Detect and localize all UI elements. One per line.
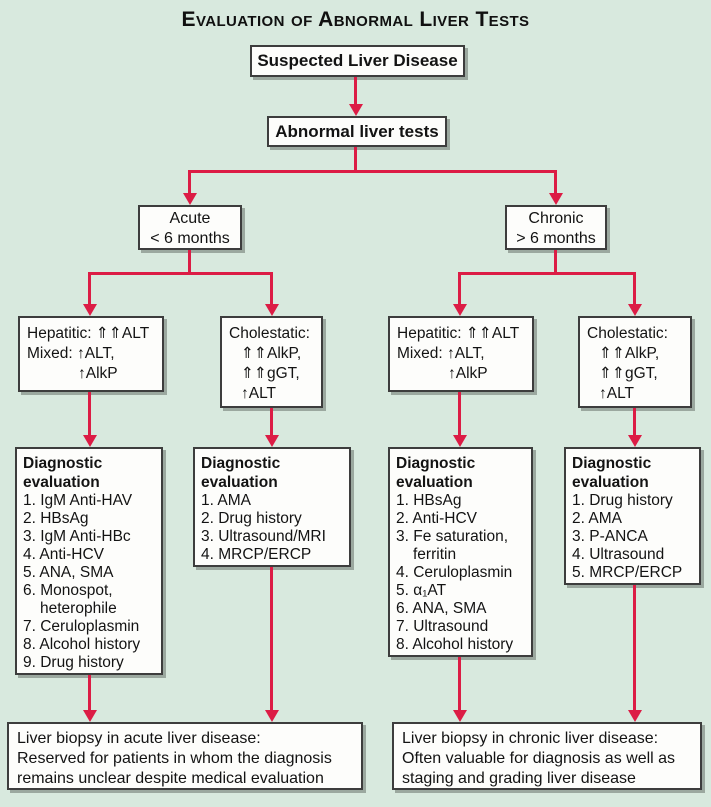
arrowhead-down-icon: [628, 710, 642, 722]
node-line: ↑AlkP: [448, 365, 488, 382]
node-line: Often valuable for diagnosis as well as: [402, 750, 676, 767]
flow-line: [633, 272, 636, 304]
flow-line: [88, 272, 273, 275]
flow-line: [354, 77, 357, 106]
diagnostic-item: 9. Drug history: [23, 654, 124, 671]
node-line: Liver biopsy in chronic liver disease:: [402, 730, 659, 747]
node-label: Suspected Liver Disease: [257, 51, 458, 70]
diagnostic-item: 4. Ceruloplasmin: [396, 564, 513, 581]
arrowhead-down-icon: [349, 104, 363, 116]
flow-line: [188, 250, 191, 274]
diagnostic-item: 3. Fe saturation, ferritin: [396, 528, 509, 563]
diagnostic-item: 3. IgM Anti-HBc: [23, 528, 131, 545]
diagnostic-list: [201, 492, 345, 564]
flow-line: [188, 170, 191, 193]
diagnostic-item: 4. MRCP/ERCP: [201, 546, 312, 563]
diagnostic-item: 4. Anti-HCV: [23, 546, 104, 563]
node-chronic-cholestatic-pattern: [578, 316, 692, 408]
arrowhead-down-icon: [453, 304, 467, 316]
flow-line: [554, 170, 557, 193]
diagnostic-item: 7. Ceruloplasmin: [23, 618, 140, 635]
diagnostic-item: 1. HBsAg: [396, 492, 462, 509]
node-line: ↑ALT: [599, 385, 635, 402]
node-chronic-hepatitic-pattern: [388, 316, 534, 392]
node-line: Cholestatic:: [229, 325, 310, 342]
arrowhead-down-icon: [628, 435, 642, 447]
node-line: ⇑⇑AlkP,: [599, 345, 660, 362]
diagnostic-item: 5. MRCP/ERCP: [572, 564, 683, 581]
diagnostic-item: 2. HBsAg: [23, 510, 89, 527]
arrowhead-down-icon: [83, 435, 97, 447]
arrowhead-down-icon: [453, 710, 467, 722]
flow-line: [554, 250, 557, 274]
diagnostic-item: 3. Ultrasound/MRI: [201, 528, 326, 545]
flow-line: [633, 408, 636, 437]
diagnostic-item: 8. Alcohol history: [396, 636, 514, 653]
diagnostic-item: 8. Alcohol history: [23, 636, 141, 653]
node-suspected-liver-disease: [250, 45, 465, 77]
diagnostic-heading: Diagnostic evaluation: [201, 455, 281, 491]
node-line: Cholestatic:: [587, 325, 668, 342]
diagnostic-item: 4. Ultrasound: [572, 546, 665, 563]
diagnostic-list: [396, 492, 527, 654]
arrowhead-down-icon: [265, 304, 279, 316]
arrowhead-down-icon: [83, 304, 97, 316]
diagnostic-item: 6. ANA, SMA: [396, 600, 487, 617]
node-line: ⇑⇑gGT,: [599, 365, 658, 382]
node-line: Mixed: ↑ALT,: [397, 345, 485, 362]
node-line: Reserved for patients in whom the diagnosis: [17, 750, 332, 767]
diagnostic-item: 7. Ultrasound: [396, 618, 489, 635]
flow-line: [458, 657, 461, 712]
diagnostic-item: 2. Anti-HCV: [396, 510, 477, 527]
figure-title: Evaluation of Abnormal Liver Tests: [181, 8, 530, 31]
flow-line: [88, 392, 91, 437]
node-line: staging and grading liver disease: [402, 770, 636, 787]
node-line: ↑ALT: [241, 385, 277, 402]
node-line: ↑AlkP: [78, 365, 118, 382]
diagnostic-item: 1. Drug history: [572, 492, 673, 509]
flow-line: [458, 272, 636, 275]
diagnostic-list: [572, 492, 695, 582]
node-diagnostic-chronic-hepatitic: [388, 447, 533, 657]
node-acute-cholestatic-pattern: [220, 316, 323, 408]
diagnostic-item: 2. Drug history: [201, 510, 302, 527]
flow-line: [458, 392, 461, 437]
node-line: ⇑⇑AlkP,: [241, 345, 302, 362]
diagnostic-item: 1. AMA: [201, 492, 251, 509]
node-acute: [138, 205, 242, 250]
node-abnormal-liver-tests: [267, 116, 447, 147]
node-chronic: [505, 205, 607, 250]
node-diagnostic-chronic-cholestatic: [564, 447, 701, 585]
diagnostic-item: 5. α₁AT: [396, 582, 447, 599]
node-label: Abnormal liver tests: [275, 121, 439, 141]
arrowhead-down-icon: [265, 710, 279, 722]
node-line: Acute: [169, 210, 211, 227]
diagnostic-item: 3. P-ANCA: [572, 528, 648, 545]
flow-line: [633, 585, 636, 712]
node-line: remains unclear despite medical evaluation: [17, 770, 324, 787]
arrowhead-down-icon: [83, 710, 97, 722]
node-liver-biopsy-acute: [7, 722, 363, 790]
flow-line: [88, 272, 91, 304]
node-line: < 6 months: [150, 230, 230, 247]
flow-line: [458, 272, 461, 304]
flow-line: [188, 170, 557, 173]
node-line: Hepatitic: ⇑⇑ALT: [397, 325, 520, 342]
node-liver-biopsy-chronic: [392, 722, 702, 790]
node-line: > 6 months: [516, 230, 596, 247]
arrowhead-down-icon: [453, 435, 467, 447]
node-line: Chronic: [528, 210, 584, 227]
flow-line: [88, 675, 91, 712]
diagnostic-item: 1. IgM Anti-HAV: [23, 492, 133, 509]
flow-line: [270, 272, 273, 304]
node-acute-hepatitic-pattern: [18, 316, 164, 392]
node-diagnostic-acute-hepatitic: [15, 447, 163, 675]
flow-line: [270, 408, 273, 437]
node-line: Hepatitic: ⇑⇑ALT: [27, 325, 150, 342]
arrowhead-down-icon: [549, 193, 563, 205]
diagnostic-heading: Diagnostic evaluation: [572, 455, 652, 491]
diagnostic-item: 2. AMA: [572, 510, 622, 527]
node-line: Liver biopsy in acute liver disease:: [17, 730, 261, 747]
diagnostic-item: 6. Monospot, heterophile: [23, 582, 117, 617]
diagnostic-heading: Diagnostic evaluation: [23, 455, 103, 491]
node-line: Mixed: ↑ALT,: [27, 345, 115, 362]
arrowhead-down-icon: [628, 304, 642, 316]
diagnostic-list: [23, 492, 157, 672]
arrowhead-down-icon: [265, 435, 279, 447]
flow-line: [270, 567, 273, 712]
arrowhead-down-icon: [183, 193, 197, 205]
diagnostic-heading: Diagnostic evaluation: [396, 455, 476, 491]
node-line: ⇑⇑gGT,: [241, 365, 300, 382]
node-diagnostic-acute-cholestatic: [193, 447, 351, 567]
diagnostic-item: 5. ANA, SMA: [23, 564, 114, 581]
